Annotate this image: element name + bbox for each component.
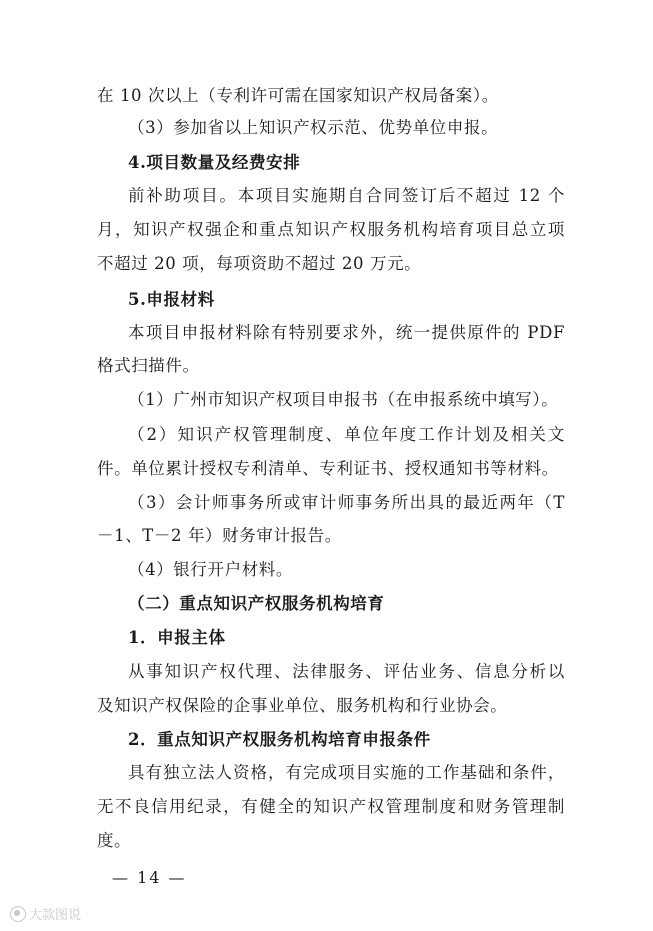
camera-watermark-icon [10, 906, 26, 922]
body-line: 无不良信用纪录，有健全的知识产权管理制度和财务管理制 [97, 797, 565, 816]
body-line: －1、T－2 年）财务审计报告。 [97, 526, 342, 545]
page-number: — 14 — [112, 868, 187, 887]
body-line: 本项目申报材料除有特别要求外，统一提供原件的 PDF [128, 323, 565, 342]
section-heading-1: 1．申报主体 [128, 628, 226, 647]
list-item-2: （2）知识产权管理制度、单位年度工作计划及相关文 [128, 425, 565, 444]
section-heading-2: 2．重点知识产权服务机构培育申报条件 [128, 730, 431, 749]
body-line: 度。 [97, 831, 132, 850]
list-item-3: （3）会计师事务所或审计师事务所出具的最近两年（T [128, 493, 565, 512]
watermark-text: 大款图说 [29, 908, 82, 923]
body-line: 具有独立法人资格，有完成项目实施的工作基础和条件， [128, 763, 565, 782]
body-line: 从事知识产权代理、法律服务、评估业务、信息分析以 [128, 662, 565, 681]
body-line: 件。单位累计授权专利清单、专利证书、授权通知书等材料。 [97, 459, 559, 478]
list-item-1: （1）广州市知识产权项目申报书（在申报系统中填写）。 [128, 390, 559, 409]
watermark [10, 904, 81, 923]
subsection-heading: （二）重点知识产权服务机构培育 [128, 594, 385, 613]
body-line: 月，知识产权强企和重点知识产权服务机构培育项目总立项 [97, 220, 565, 239]
list-item-3: （3）参加省以上知识产权示范、优势单位申报。 [128, 118, 499, 137]
body-line: 格式扫描件。 [97, 356, 200, 375]
body-line: 及知识产权保险的企事业单位、服务机构和行业协会。 [97, 696, 508, 715]
section-heading-4: 4.项目数量及经费安排 [128, 153, 301, 172]
list-item-4: （4）银行开户材料。 [128, 560, 293, 579]
body-line-continuation: 在 10 次以上（专利许可需在国家知识产权局备案）。 [97, 86, 499, 105]
body-line: 前补助项目。本项目实施期自合同签订后不超过 12 个 [128, 186, 565, 205]
section-heading-5: 5.申报材料 [128, 290, 215, 309]
body-line: 不超过 20 项，每项资助不超过 20 万元。 [97, 254, 422, 273]
